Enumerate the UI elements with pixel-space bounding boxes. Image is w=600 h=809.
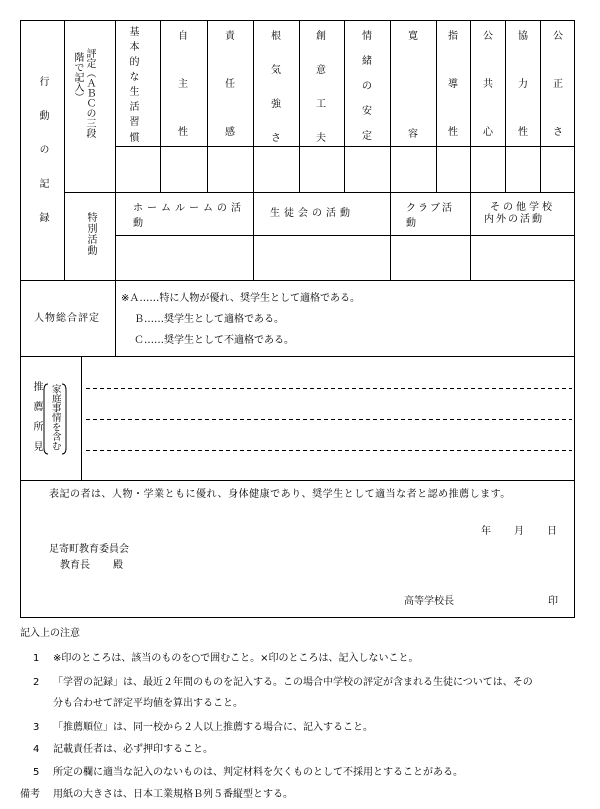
recommendation-note: 家庭事情を含む <box>49 384 61 451</box>
note-4-text: 記載責任者は、必ず押印すること。 <box>53 744 213 755</box>
signer-title: 高等学校長 <box>404 596 454 607</box>
trait-public-spirit: 公 共 心 <box>483 31 493 138</box>
note-bracket-left <box>44 384 48 454</box>
footer-label: 備考 <box>20 789 40 800</box>
special-activities-label: 特別活動 <box>85 212 96 256</box>
trait-leadership: 指 導 性 <box>448 31 458 138</box>
eval-label-col2: 階で記入） <box>72 52 83 102</box>
activity-club-cont: 動 <box>406 218 416 229</box>
activity-student-council: 生徒会の活動 <box>270 208 354 219</box>
note-3-num: 3 <box>33 722 40 733</box>
trait-basic-habits-a: 基本的な生活習 <box>127 26 138 131</box>
eval-label-col1: 評定（ＡＢＣの三段 <box>84 48 95 138</box>
date-month: 月 <box>514 526 524 537</box>
activity-homeroom: ホームルームの活 <box>133 203 245 214</box>
footer-text: 用紙の大きさは、日本工業規格Ｂ列５番縦型とする。 <box>53 789 293 800</box>
trait-emotional-stability: 情 緒 の 安 定 <box>362 31 372 142</box>
note-3-text: 「推薦順位」は、同一校から２人以上推薦する場合に、記入すること。 <box>53 722 373 733</box>
trait-cooperation: 協 力 性 <box>518 31 528 138</box>
date-year: 年 <box>481 526 491 537</box>
activity-club: クラブ活 <box>406 203 454 214</box>
note-bracket-right <box>62 384 66 454</box>
evaluation-option-a: ※Ａ……特に人物が優れ、奨学生として適格である。 <box>121 293 360 304</box>
activity-other-cont: 内外の活動 <box>484 214 544 225</box>
trait-fairness: 公 正 さ <box>553 31 563 138</box>
overall-evaluation-label: 人物総合評定 <box>34 313 100 324</box>
addressee-honorific: 殿 <box>113 560 123 571</box>
trait-basic-habits-b: 慣 <box>127 132 138 142</box>
note-4-num: 4 <box>33 744 40 755</box>
note-1-text: ※印のところは、該当のものを○で囲むこと。×印のところは、記入しないこと。 <box>53 653 419 664</box>
behavior-section-label: 行動の記録 <box>37 76 48 246</box>
trait-perseverance: 根 気 強 さ <box>271 31 281 144</box>
addressee-title: 教育長 <box>60 560 90 571</box>
trait-autonomy: 自 主 性 <box>178 31 188 138</box>
evaluation-option-b: Ｂ……奨学生として適格である。 <box>134 314 284 325</box>
note-2-num: 2 <box>33 677 40 688</box>
date-day: 日 <box>547 526 557 537</box>
statement-text: 表記の者は、人物・学業ともに優れ、身体健康であり、奨学生として適当な者と認め推薦します。 <box>49 489 511 500</box>
note-2-text: 「学習の記録」は、最近２年間のものを記入する。この場合中学校の評定が含まれる生徒については、その <box>53 677 533 688</box>
addressee-org: 足寄町教育委員会 <box>49 544 129 555</box>
trait-creativity: 創 意 工 夫 <box>316 31 326 144</box>
notes-heading: 記入上の注意 <box>20 628 80 639</box>
seal-mark: 印 <box>548 596 558 607</box>
activity-other: その他学校 <box>490 202 555 213</box>
note-5-num: 5 <box>33 767 40 778</box>
recommendation-label: 推薦所見 <box>31 381 42 461</box>
note-2-cont: 分も合わせて評定平均値を算出すること。 <box>53 698 243 709</box>
trait-tolerance: 寛 容 <box>408 31 418 140</box>
note-5-text: 所定の欄に適当な記入のないものは、判定材料を欠くものとして不採用とすることがある。 <box>53 767 463 778</box>
note-1-num: 1 <box>33 653 40 664</box>
evaluation-option-c: Ｃ……奨学生として不適格である。 <box>134 335 294 346</box>
activity-homeroom-cont: 動 <box>133 218 143 229</box>
trait-responsibility: 責 任 感 <box>225 31 235 138</box>
